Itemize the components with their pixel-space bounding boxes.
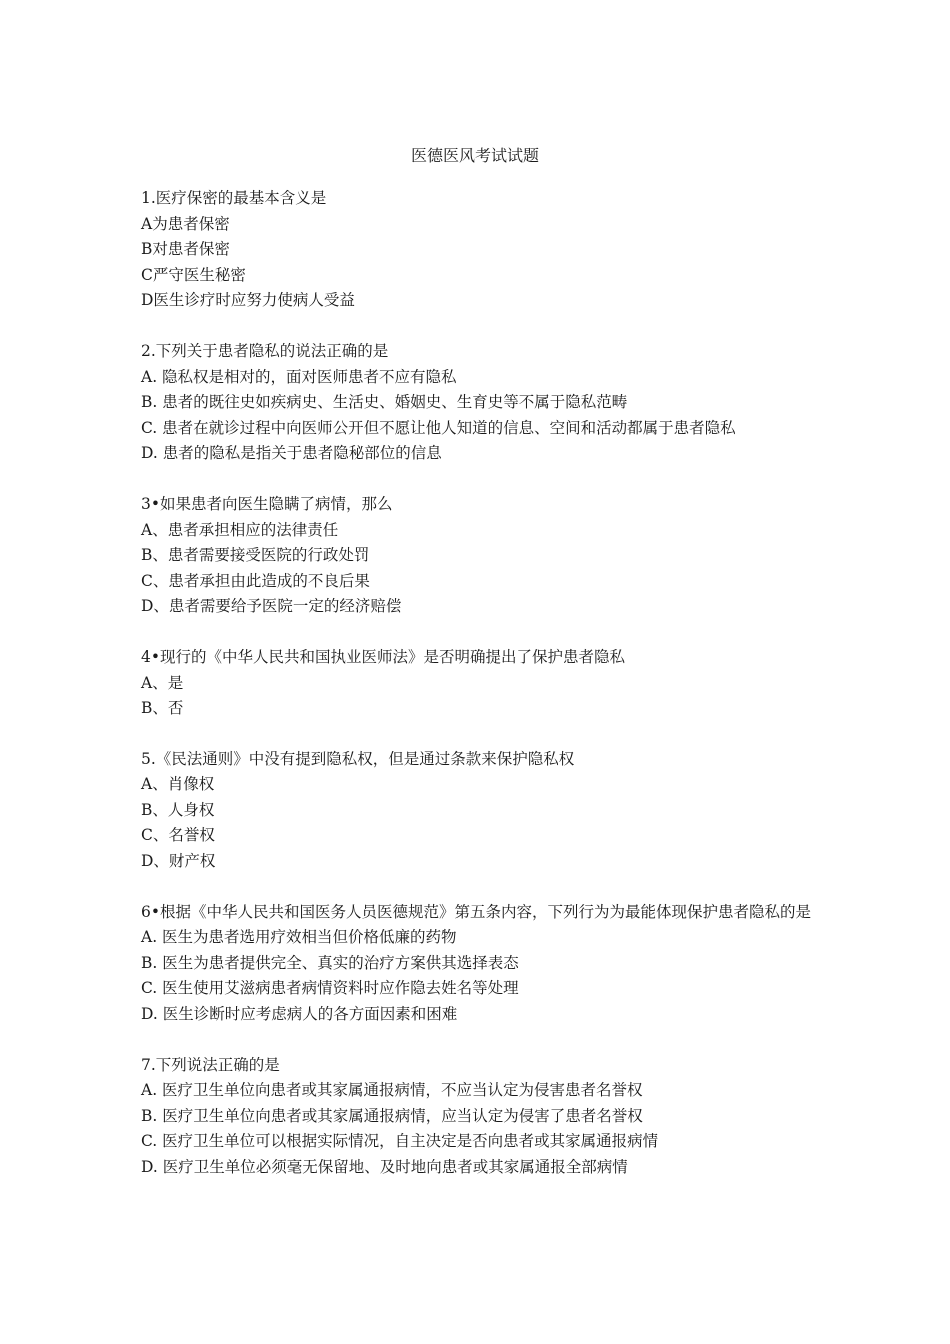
option-a: A、肖像权	[141, 775, 215, 794]
question-stem: 2.下列关于患者隐私的说法正确的是	[141, 341, 389, 360]
question-stem: 1.医疗保密的最基本含义是	[141, 189, 327, 207]
option-c: C. 医生使用艾滋病患者病情资料时应作隐去姓名等处理	[141, 979, 519, 998]
option-c: C、患者承担由此造成的不良后果	[141, 571, 370, 590]
option-c: C、名誉权	[141, 826, 215, 845]
option-a: A. 医疗卫生单位向患者或其家属通报病情，不应当认定为侵害患者名誉权	[141, 1081, 643, 1100]
option-c: C. 患者在就诊过程中向医师公开但不愿让他人知道的信息、空间和活动都属于患者隐私	[141, 418, 736, 437]
option-c: C. 医疗卫生单位可以根据实际情况，自主决定是否向患者或其家属通报病情	[141, 1132, 659, 1151]
option-a: A、是	[141, 673, 184, 692]
option-d: D医生诊疗时应努力使病人受益	[141, 291, 355, 310]
option-a: A. 隐私权是相对的，面对医师患者不应有隐私	[141, 367, 457, 386]
option-d: D. 医疗卫生单位必须毫无保留地、及时地向患者或其家属通报全部病情	[141, 1158, 628, 1176]
question-5	[141, 747, 821, 875]
option-d: D. 患者的隐私是指关于患者隐秘部位的信息	[141, 444, 442, 463]
option-d: D、财产权	[141, 852, 216, 871]
option-b: B. 患者的既往史如疾病史、生活史、婚姻史、生育史等不属于隐私范畴	[141, 393, 628, 412]
option-d: D. 医生诊断时应考虑病人的各方面因素和困难	[141, 1005, 458, 1024]
option-a: A为患者保密	[141, 214, 230, 233]
option-b: B对患者保密	[141, 240, 230, 259]
option-b: B、否	[141, 699, 184, 718]
option-a: A. 医生为患者选用疗效相当但价格低廉的药物	[141, 928, 457, 947]
question-2	[141, 339, 821, 467]
question-7	[141, 1053, 821, 1181]
question-stem: 7.下列说法正确的是	[141, 1055, 280, 1074]
option-a: A、患者承担相应的法律责任	[141, 520, 339, 539]
question-6	[141, 900, 821, 1028]
question-stem: 6•根据《中华人民共和国医务人员医德规范》第五条内容，下列行为为最能体现保护患者隐私的是	[141, 902, 812, 921]
option-d: D、患者需要给予医院一定的经济赔偿	[141, 597, 402, 616]
option-b: B、人身权	[141, 800, 215, 819]
option-b: B. 医疗卫生单位向患者或其家属通报病情，应当认定为侵害了患者名誉权	[141, 1106, 643, 1125]
question-stem: 4•现行的《中华人民共和国执业医师法》是否明确提出了保护患者隐私	[141, 647, 626, 666]
question-stem: 5.《民法通则》中没有提到隐私权，但是通过条款来保护隐私权	[141, 749, 575, 768]
option-b: B. 医生为患者提供完全、真实的治疗方案供其选择表态	[141, 953, 519, 972]
question-list	[141, 186, 821, 1206]
option-c: C严守医生秘密	[141, 265, 246, 284]
question-3	[141, 492, 821, 620]
question-stem: 3•如果患者向医生隐瞒了病情，那么	[141, 494, 393, 513]
option-b: B、患者需要接受医院的行政处罚	[141, 546, 370, 565]
question-4	[141, 645, 821, 722]
page-title: 医德医风考试试题	[410, 146, 539, 165]
question-1	[141, 186, 821, 314]
